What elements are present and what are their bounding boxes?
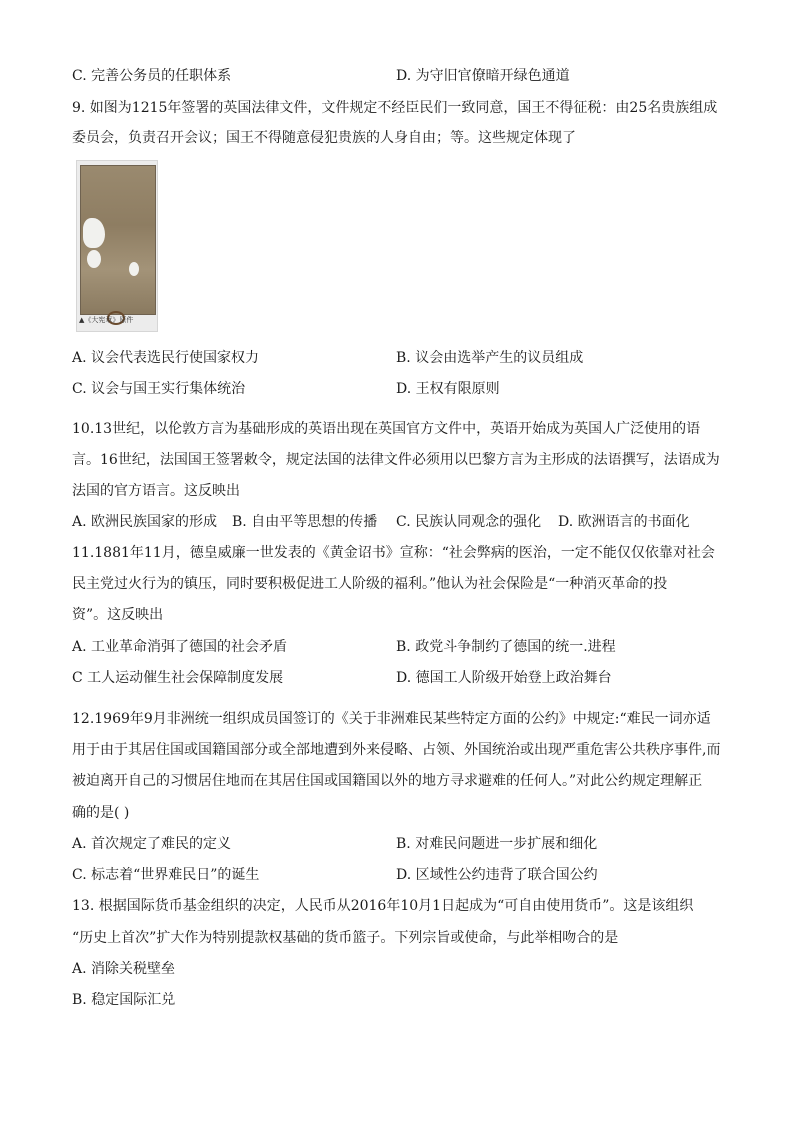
q12-stem-1: 12.1969年9月非洲统一组织成员国签订的《关于非洲难民某些特定方面的公约》中规定:“难民一词亦适: [72, 711, 711, 727]
option-d-prev: D. 为守旧官僚暗开绿色通道: [396, 68, 570, 84]
q11-option-a: A. 工业革命消弭了德国的社会矛盾: [72, 639, 288, 655]
q13-stem-1: 13. 根据国际货币基金组织的决定，人民币从2016年10月1日起成为“可自由使用货币”。这是该组织: [72, 898, 694, 914]
q11-stem-2: 民主党过火行为的镇压，同时要积极促进工人阶级的福利。”他认为社会保险是“一种消灭革命的投: [72, 576, 668, 592]
q9-option-c: C. 议会与国王实行集体统治: [72, 381, 246, 397]
q10-stem-1: 10.13世纪，以伦敦方言为基础形成的英语出现在英国官方文件中，英语开始成为英国人广泛使用的语: [72, 421, 701, 437]
q9-option-a: A. 议会代表选民行使国家权力: [72, 350, 260, 366]
q12-option-b: B. 对难民问题进一步扩展和细化: [396, 836, 598, 852]
q10-stem-2: 言。16世纪，法国国王签署敕令，规定法国的法律文件必须用以巴黎方言为主形成的法语撰写，法语成为: [72, 452, 720, 468]
q12-stem-4: 确的是( ): [72, 805, 130, 821]
q9-option-b: B. 议会由选举产生的议员组成: [396, 350, 584, 366]
q11-stem-3: 资”。这反映出: [72, 607, 164, 623]
q10-stem-3: 法国的官方语言。这反映出: [72, 483, 240, 499]
q12-stem-3: 被迫离开自己的习惯居住地而在其居住国或国籍国以外的地方寻求避难的任何人。”对此公约规定理解正: [72, 773, 703, 789]
q12-option-c: C. 标志着“世界难民日”的诞生: [72, 867, 260, 883]
q10-options-row: [72, 512, 722, 532]
q11-stem-1: 11.1881年11月，德皇威廉一世发表的《黄金诏书》宣称：“社会弊病的医治，一定不能仅仅依靠对社会: [72, 545, 715, 561]
option-c-prev: C. 完善公务员的任职体系: [72, 68, 232, 84]
q10-option-a: A. 欧洲民族国家的形成: [72, 514, 218, 530]
parchment-image: [80, 165, 156, 315]
q13-option-b: B. 稳定国际汇兑: [72, 992, 176, 1008]
q13-stem-2: “历史上首次”扩大作为特别提款权基础的货币篮子。下列宗旨或使命，与此举相吻合的是: [72, 930, 619, 946]
photo-caption: ▲《大宪章》原件: [79, 316, 134, 324]
magna-carta-photo: [76, 160, 158, 332]
q13-option-a: A. 消除关税壁垒: [72, 961, 176, 977]
q10-option-b: B. 自由平等思想的传播: [232, 514, 378, 530]
q12-option-d: D. 区域性公约违背了联合国公约: [396, 867, 598, 883]
q11-option-b: B. 政党斗争制约了德国的统一.进程: [396, 639, 616, 655]
q10-option-d: D. 欧洲语言的书面化: [558, 514, 690, 530]
q11-option-d: D. 德国工人阶级开始登上政治舞台: [396, 670, 612, 686]
q12-stem-2: 用于由于其居住国或国籍国部分或全部地遭到外来侵略、占领、外国统治或出现严重危害公共秩序事件,而: [72, 742, 721, 758]
q10-option-c: C. 民族认同观念的强化: [396, 514, 542, 530]
q11-option-c: C 工人运动催生社会保障制度发展: [72, 670, 284, 686]
q9-option-d: D. 王权有限原则: [396, 381, 500, 397]
q12-option-a: A. 首次规定了难民的定义: [72, 836, 232, 852]
q9-stem-2: 委员会，负责召开会议；国王不得随意侵犯贵族的人身自由；等。这些规定体现了: [72, 130, 576, 146]
q9-stem-1: 9. 如图为1215年签署的英国法律文件，文件规定不经臣民们一致同意，国王不得征税：由25名贵族组成: [72, 100, 718, 116]
